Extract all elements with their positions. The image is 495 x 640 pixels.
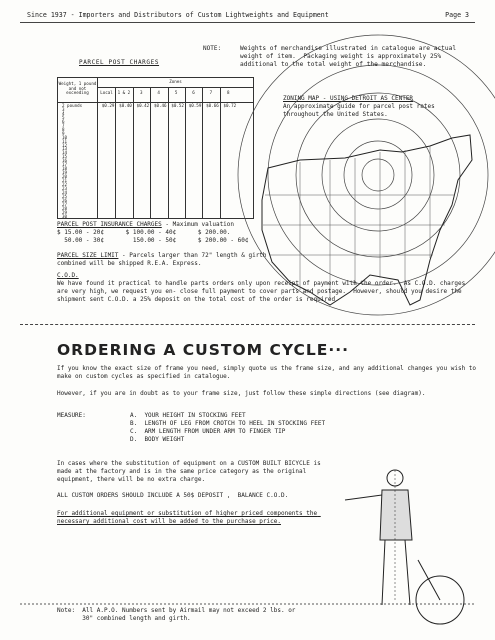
zone-circle bbox=[322, 119, 434, 231]
ordering-deposit: ALL CUSTOM ORDERS SHOULD INCLUDE A 50$ DEPOSIT , BALANCE C.O.D. bbox=[57, 492, 289, 499]
size-text: - Parcels larger than 72" length & girth combined will be shipped R.E.A. Express. bbox=[57, 252, 271, 267]
row-weight: 9 bbox=[62, 130, 65, 136]
row-weight: 22 bbox=[62, 182, 68, 187]
row-weight: 26 bbox=[62, 197, 68, 203]
insurance-suffix: - Maximum valuation bbox=[161, 221, 235, 228]
zone-column-header: 3 bbox=[140, 90, 143, 95]
zone-column-header: 1 & 2 bbox=[117, 90, 131, 95]
zone-circle bbox=[238, 35, 495, 315]
zone-circle bbox=[362, 159, 394, 191]
rider-figure bbox=[345, 470, 464, 624]
row-rate: $0.52 bbox=[171, 103, 184, 108]
row-rate: $0.42 bbox=[136, 103, 150, 108]
row-weight: 14 bbox=[62, 150, 68, 156]
row-rate: $0.66 bbox=[206, 103, 219, 108]
measure-label: MEASURE: bbox=[57, 412, 86, 419]
row-weight: 20 bbox=[62, 174, 68, 180]
row-weight: 18 bbox=[62, 166, 68, 172]
row-weight: 25 bbox=[62, 193, 68, 199]
row-weight: 23 bbox=[62, 185, 68, 191]
insurance-line-2: 50.00 - 30¢ 150.00 - 50¢ $ 200.00 - 60¢ bbox=[57, 237, 249, 244]
row-weight: 10 bbox=[62, 134, 68, 140]
insurance-charges bbox=[57, 221, 277, 229]
parcel-size-limit bbox=[57, 252, 272, 268]
zone-column-header: 8 bbox=[227, 90, 230, 95]
measure-item: C. ARM LENGTH FROM UNDER ARM TO FINGER TIP bbox=[130, 428, 286, 435]
row-weight: 21 bbox=[62, 178, 68, 184]
row-rate: $0.40 bbox=[119, 103, 132, 108]
note-text: Weights of merchandise illustrated in catalogue are actual weight of item. Packaging weight is approximately 25% additional to the total weight of the merchandise. bbox=[240, 45, 460, 68]
row-rate: $0.29 bbox=[101, 103, 115, 108]
measure-item: D. BODY WEIGHT bbox=[130, 436, 185, 443]
zones-label: Zones bbox=[169, 79, 182, 84]
row-weight: 16 bbox=[62, 158, 68, 164]
zone-circle bbox=[268, 65, 488, 285]
zone-column-header: 5 bbox=[174, 90, 178, 95]
row-weight: 12 bbox=[62, 142, 68, 148]
row-weight: 13 bbox=[62, 146, 68, 152]
zoning-map-description: An approximate guide for parcel post rates throughout the United States. bbox=[283, 103, 439, 118]
row-weight: 28 bbox=[62, 205, 68, 211]
row-weight: 8 bbox=[62, 126, 65, 132]
row-weight: 11 bbox=[62, 138, 68, 144]
row-weight: 29 bbox=[62, 209, 68, 215]
row-rate: $0.46 bbox=[153, 103, 167, 108]
insurance-line-1: $ 15.00 - 20¢ $ 100.00 - 40¢ $ 200.00. bbox=[57, 229, 231, 236]
row-weight: 5 bbox=[62, 114, 65, 120]
row-weight: 15 bbox=[62, 154, 68, 160]
section-divider bbox=[20, 324, 475, 325]
insurance-title: PARCEL POST INSURANCE CHARGES bbox=[57, 221, 162, 228]
measure-item: B. LENGTH OF LEG FROM CROTCH TO HEEL IN STOCKING FEET bbox=[130, 420, 326, 427]
row-weight: 17 bbox=[62, 162, 68, 168]
zone-circle bbox=[296, 93, 460, 257]
row-weight: 4 bbox=[62, 110, 65, 116]
zone-circle bbox=[344, 141, 412, 209]
page-number: Page 3 bbox=[445, 11, 469, 19]
ordering-paragraph-3: In cases where the substitution of equipment on a CUSTOM BUILT BICYCLE is made at the factory and is in the same price category as the original equipment, there will be no extra charge. bbox=[57, 460, 325, 483]
row-weight: 27 bbox=[62, 201, 68, 207]
zone-column-header: 6 bbox=[192, 90, 195, 95]
weight-column-header: Weight, 1 pound and not exceeding bbox=[58, 78, 98, 102]
row-weight: 3 bbox=[62, 106, 65, 112]
zone-column-header: 4 bbox=[157, 90, 160, 95]
header-tagline: Since 1937 - Importers and Distributors of Custom Lightweights and Equipment bbox=[27, 11, 329, 19]
row-weight: 19 bbox=[62, 170, 68, 176]
row-weight: 7 bbox=[62, 122, 65, 128]
ordering-title: ORDERING A CUSTOM CYCLE··· bbox=[57, 341, 349, 359]
zone-column-header: Local bbox=[100, 90, 113, 95]
parcel-post-title: PARCEL POST CHARGES bbox=[79, 59, 160, 66]
footnote: Note: All A.P.O. Numbers sent by Airmail may not exceed 2 lbs. or 30" combined length and girth. bbox=[57, 607, 296, 622]
zoning-map-title: ZONING MAP - USING DETROIT AS CENTER bbox=[283, 95, 414, 102]
cod-title: C.O.D. bbox=[57, 272, 79, 279]
ordering-paragraph-5: For additional equipment or substitution of higher priced components the necessary additional cost will be added to the purchase price. bbox=[57, 510, 321, 525]
size-title: PARCEL SIZE LIMIT bbox=[57, 252, 119, 259]
row-weight: 6 bbox=[62, 118, 65, 124]
zone-column-header: 7 bbox=[209, 90, 213, 95]
row-rate: $0.72 bbox=[223, 103, 237, 108]
row-weight: 30 bbox=[62, 213, 68, 219]
measure-item: A. YOUR HEIGHT IN STOCKING FEET bbox=[130, 412, 246, 419]
row-weight: 24 bbox=[62, 189, 68, 195]
cod-text: We have found it practical to handle parts orders only upon receipt of payment with the order. As C.O.D. charges are very high, we request you en- close full payment to cover parts and postage. However, should you desire the shipment sent C.O.D. a 25% deposit on the total cost of the order is required. bbox=[57, 280, 469, 303]
ordering-paragraph-2: However, if you are in doubt as to your frame size, just follow these simple directions (see diagram). bbox=[57, 390, 426, 397]
row-rate: $0.59 bbox=[188, 103, 202, 108]
row-weight: 2 pounds bbox=[62, 103, 83, 108]
ordering-paragraph-1: If you know the exact size of frame you need, simply quote us the frame size, and any additional changes you wish to make on custom cycles as specified in catalogue. bbox=[57, 365, 480, 380]
note-label: NOTE: bbox=[203, 45, 222, 52]
